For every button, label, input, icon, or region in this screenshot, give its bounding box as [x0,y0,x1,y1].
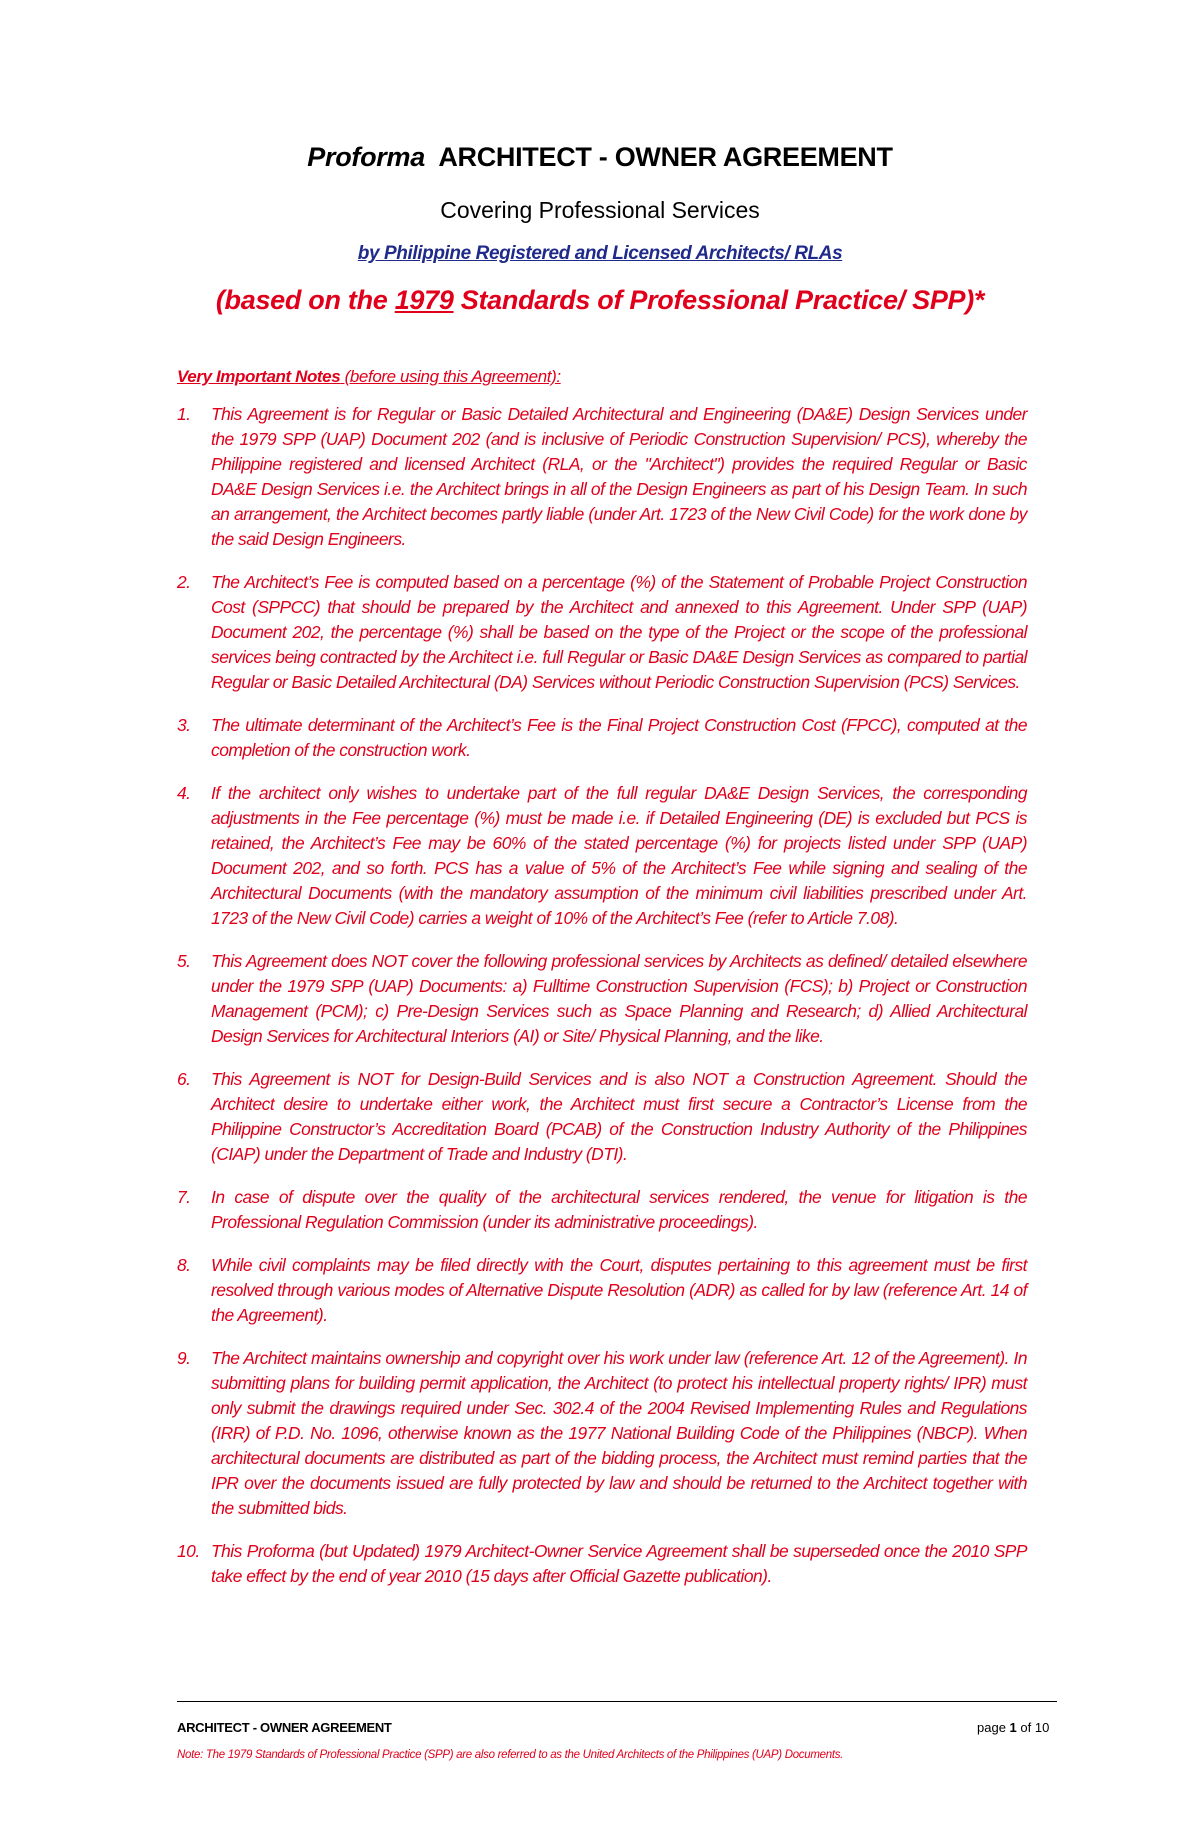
note-number: 4. [177,783,191,803]
page-prefix: page [977,1720,1010,1735]
notes-list [177,402,1027,1607]
standards-post: Standards of Professional Practice/ SPP)* [453,285,985,315]
document-subtitle: Covering Professional Services [440,197,760,223]
note-text: If the architect only wishes to undertake part of the full regular DA&E Design Services, the corresponding adjustments in the Fee percentage (%) must be made i.e. if Detailed Engineering (DE) is excluded but PCS is retained, the Architect’s Fee may be 60% of the stated percentage (%) for projects listed under SPP (UAP) Document 202, and so forth. PCS has a value of 5% of the Architect’s Fee while signing and sealing of the Architectural Documents (with the mandatory assumption of the minimum civil liabilities prescribed under Art. 1723 of the New Civil Code) carries a weight of 10% of the Architect’s Fee (refer to Article 7.08). [211,783,1027,928]
note-number: 10. [177,1541,200,1561]
standards-year: 1979 [394,285,454,315]
note-item [177,1253,1027,1328]
page-number [977,1720,1049,1735]
note-item [177,781,1027,931]
notes-heading-bold: Very Important Notes [177,367,341,386]
note-item [177,949,1027,1049]
note-number: 2. [177,572,191,592]
note-text: This Agreement is for Regular or Basic Detailed Architectural and Engineering (DA&E) Design Services under the 1979 SPP (UAP) Document 202 (and is inclusive of Periodic Construction Supervision/ PCS), whereby the Philippine registered and licensed Architect (RLA, or the "Architect") provides the required Regular or Basic DA&E Design Services i.e. the Architect brings in all of the Design Engineers as part of his Design Team. In such an arrangement, the Architect becomes partly liable (under Art. 1723 of the New Civil Code) for the work done by the said Design Engineers. [211,404,1027,549]
note-text: This Agreement is NOT for Design-Build Services and is also NOT a Construction Agreement. Should the Architect desire to undertake either work, the Architect must first secure a Contractor’s License from the Philippine Constructor’s Accreditation Board (PCAB) of the Construction Industry Authority of the Philippines (CIAP) under the Department of Trade and Industry (DTI). [211,1069,1027,1164]
note-text: While civil complaints may be filed directly with the Court, disputes pertaining to this agreement must be first resolved through various modes of Alternative Dispute Resolution (ADR) as called for by law (reference Art. 14 of the Agreement). [211,1255,1027,1325]
note-item [177,402,1027,552]
note-text: This Agreement does NOT cover the following professional services by Architects as defined/ detailed elsewhere under the 1979 SPP (UAP) Documents: a) Fulltime Construction Supervision (FCS); b) Project or Construction Management (PCM); c) Pre-Design Services such as Space Planning and Research; d) Allied Architectural Design Services for Architectural Interiors (AI) or Site/ Physical Planning, and the like. [211,951,1027,1046]
note-text: This Proforma (but Updated) 1979 Architect-Owner Service Agreement shall be superseded once the 2010 SPP take effect by the end of year 2010 (15 days after Official Gazette publication). [211,1541,1027,1586]
note-number: 6. [177,1069,191,1089]
page-suffix: of 10 [1016,1720,1050,1735]
note-text: The ultimate determinant of the Architect’s Fee is the Final Project Construction Cost (FPCC), computed at the completion of the construction work. [211,715,1027,760]
footer-divider [177,1701,1057,1702]
notes-heading [177,367,561,387]
note-number: 1. [177,404,191,424]
standards-heading [0,285,1200,316]
note-item [177,713,1027,763]
document-byline: by Philippine Registered and Licensed Architects/ RLAs [357,243,843,264]
note-number: 7. [177,1187,191,1207]
note-number: 8. [177,1255,191,1275]
document-title [0,142,1200,173]
note-text: In case of dispute over the quality of the architectural services rendered, the venue for litigation is the Professional Regulation Commission (under its administrative proceedings). [211,1187,1027,1232]
note-number: 3. [177,715,191,735]
note-item [177,1539,1027,1589]
footer-document-name: ARCHITECT - OWNER AGREEMENT [177,1720,392,1735]
title-italic: Proforma [307,142,425,172]
note-item [177,1185,1027,1235]
note-number: 9. [177,1348,191,1368]
title-main: ARCHITECT - OWNER AGREEMENT [438,142,893,172]
note-item [177,1346,1027,1521]
note-text: The Architect maintains ownership and copyright over his work under law (reference Art. 12 of the Agreement). In submitting plans for building permit application, the Architect (to protect his intellectual property rights/ IPR) must only submit the drawings required under Sec. 302.4 of the 2004 Revised Implementing Rules and Regulations (IRR) of P.D. No. 1096, otherwise known as the 1977 National Building Code of the Philippines (NBCP). When architectural documents are distributed as part of the bidding process, the Architect must remind parties that the IPR over the documents issued are fully protected by law and should be returned to the Architect together with the submitted bids. [211,1348,1027,1518]
standards-pre: (based on the [215,285,395,315]
note-number: 5. [177,951,191,971]
page-current: 1 [1009,1720,1017,1735]
note-item [177,570,1027,695]
note-item [177,1067,1027,1167]
notes-heading-rest: (before using this Agreement): [340,367,561,386]
note-text: The Architect’s Fee is computed based on a percentage (%) of the Statement of Probable Project Construction Cost (SPPCC) that should be prepared by the Architect and annexed to this Agreement. Under SPP (UAP) Document 202, the percentage (%) shall be based on the type of the Project or the scope of the professional services being contracted by the Architect i.e. full Regular or Basic DA&E Design Services as compared to partial Regular or Basic Detailed Architectural (DA) Services without Periodic Construction Supervision (PCS) Services. [211,572,1027,692]
footnote: Note: The 1979 Standards of Professional Practice (SPP) are also referred to as the United Architects of the Philippines (UAP) Documents. [177,1749,844,1761]
